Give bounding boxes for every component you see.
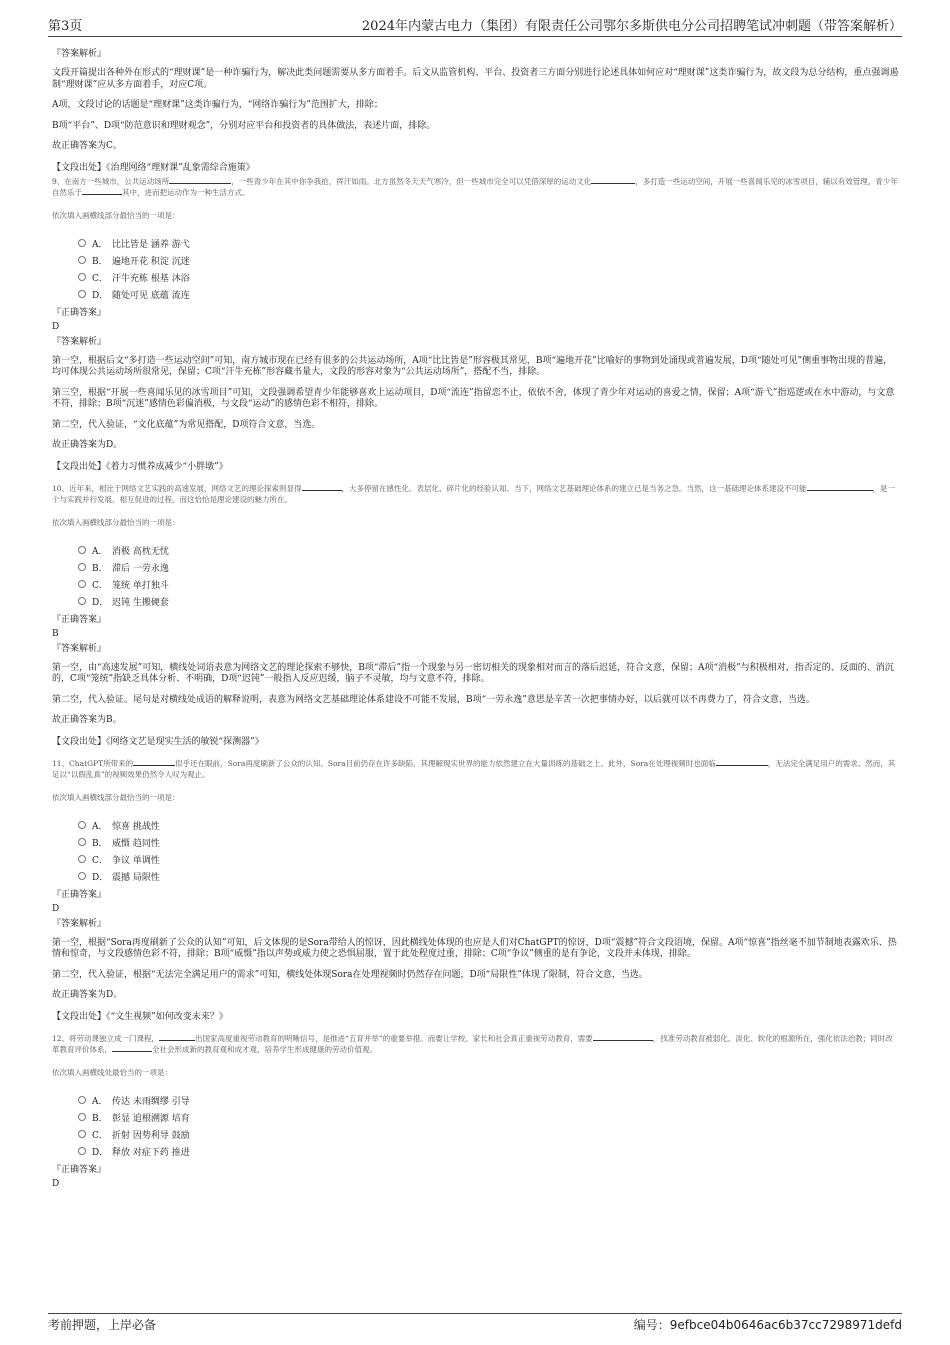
analysis-paragraph: 第一空，由“高速发展”可知，横线处词语表意为网络文艺的理论探索不够快，B项“滞后”指一个现象与另一密切相关的现象相对而言的落后迟延，符合文意，保留；A项“消极”与积极相对，指否定的、反面的、消沉的，C项“笼统”指缺乏具体分析、不明确，D项“迟钝”一般指人反应迟缓，脑子不灵敏，均与文意不符，排除。: [52, 662, 894, 684]
radio-icon[interactable]: [78, 563, 86, 571]
analysis-paragraph: 文段开篇提出各种外在形式的“理财课”是一种诈骗行为，解决此类问题需要从多方面着手。后文从监管机构、平台、投资者三方面分别进行论述具体如何应对“理财课”这类诈骗行为，故文段为总分结构，重点强调遏制“理财课”应从多方面着手，对应C项。: [52, 68, 899, 90]
answer-title: 『正确答案』: [52, 614, 107, 625]
blank-line: [716, 758, 768, 766]
radio-icon[interactable]: [78, 1113, 86, 1121]
options-list: [78, 817, 900, 885]
option-c[interactable]: C． 折射 因势利导 鼓励: [78, 1126, 900, 1143]
blank-line: [169, 176, 231, 184]
question-instruction: 依次填入画横线处最恰当的一项是：: [52, 1067, 172, 1077]
answer-value: D: [52, 321, 60, 332]
option-d[interactable]: D． 震撼 局限性: [78, 868, 900, 885]
radio-icon[interactable]: [78, 273, 86, 281]
radio-icon[interactable]: [78, 821, 86, 829]
analysis-paragraph: 故正确答案为D。: [52, 440, 123, 450]
radio-icon[interactable]: [78, 838, 86, 846]
option-a[interactable]: A． 消极 高枕无忧: [78, 542, 900, 559]
radio-icon[interactable]: [78, 1096, 86, 1104]
radio-icon[interactable]: [78, 546, 86, 554]
radio-icon[interactable]: [78, 290, 86, 298]
analysis-paragraph: 故正确答案为C。: [52, 141, 122, 151]
source-citation: 【文段出处】《“文生视频”如何改变未来？》: [52, 1011, 228, 1022]
analysis-title: 『答案解析』: [52, 643, 107, 654]
page-number: 第3页: [48, 19, 83, 34]
option-d[interactable]: D． 释放 对症下药 推进: [78, 1143, 900, 1160]
question-instruction: 依次填入画横线部分最恰当的一项是：: [52, 792, 180, 802]
question-9: 9、在南方一些城市，公共运动场所 ，一些青少年在其中你争我抢，挥汗如雨。北方虽然冬天天气寒冷，但一些城市完全可以凭借深厚的运动文化 ，多打造一些运动空间，开展一些喜闻乐见的冰雪项目，辅以有效管理，青少年自然乐于 其中，进而把运动作为一种生活方式。: [52, 176, 898, 197]
options-list: [78, 235, 900, 303]
document-title: 2024年内蒙古电力（集团）有限责任公司鄂尔多斯供电分公司招聘笔试冲刺题（带答案解析）: [361, 19, 902, 34]
option-b[interactable]: B． 遍地开花 积淀 沉迷: [78, 252, 900, 269]
analysis-title: 『答案解析』: [52, 49, 107, 59]
option-c[interactable]: C． 汗牛充栋 根基 沐浴: [78, 269, 900, 286]
option-a[interactable]: A． 比比皆是 涵养 游弋: [78, 235, 900, 252]
blank-line: [591, 176, 635, 184]
answer-title: 『正确答案』: [52, 1164, 107, 1175]
options-list: [78, 1092, 900, 1160]
option-b[interactable]: B． 滞后 一劳永逸: [78, 559, 900, 576]
blank-line: [807, 483, 873, 491]
analysis-title: 『答案解析』: [52, 918, 107, 929]
source-citation: 【文段出处】《网络文艺是现实生活的敏锐“探测器”》: [52, 736, 264, 747]
analysis-paragraph: 第三空，根据“开展一些喜闻乐见的冰雪项目”可知，文段强调希望青少年能够喜欢上运动项目，D项“流连”指留恋不止，依依不舍，体现了青少年对运动的喜爱之情，保留；A项“游弋”指巡逻或在水中游动，与文意不符，排除；B项“沉迷”感情色彩偏消极，与文段“运动”的感情色彩不相符，排除。: [52, 387, 895, 409]
radio-icon[interactable]: [78, 597, 86, 605]
option-c[interactable]: C． 争议 单调性: [78, 851, 900, 868]
analysis-paragraph: 第二空，代入验证，根据“无法完全满足用户的需求”可知，横线处体现Sora在处理视频时仍然存在问题，D项“局限性”体现了限制，符合文意，当选。: [52, 969, 648, 980]
analysis-title: 『答案解析』: [52, 336, 107, 347]
question-10: 10、近年来，相比于网络文艺实践的高速发展，网络文艺的理论探索则显得 ，大多停留在感性化、表层化、碎片化的经验认知。当下，网络文艺基础理论体系的建立已是当务之急。当然，这一基础理论体系建设不可能 ，是一个与实践并行发展、相互促进的过程，而这恰恰是理论建设的魅力所在。: [52, 483, 896, 504]
question-12: 12、将劳动课独立成一门课程， 出国家高度重视劳动教育的明晰信号，是推进“五育并举”的重要举措。而要让学校、家长和社会真正重视劳动教育，需要 ，找准劳动教育被弱化、淡化、软化的根源所在，强化依法治教；同时改革教育评价体系， 全社会形成新的教育观和成才观，培养学生形成健康的劳动价值观。: [52, 1033, 893, 1054]
radio-icon[interactable]: [78, 872, 86, 880]
analysis-paragraph: A项，文段讨论的话题是“理财课”这类诈骗行为，“网络诈骗行为”范围扩大，排除；: [52, 100, 383, 110]
source-citation: 【文段出处】《治理网络“理财课”乱象需综合施策》: [52, 162, 255, 173]
radio-icon[interactable]: [78, 1130, 86, 1138]
option-a[interactable]: A． 传达 未雨绸缪 引导: [78, 1092, 900, 1109]
page-header: [48, 14, 902, 37]
question-instruction: 依次填入画横线部分最恰当的一项是：: [52, 517, 180, 527]
document-id: 编号：9efbce04b0646ac6b37cc7298971defd: [633, 1318, 902, 1332]
document-body: [52, 44, 900, 1193]
blank-line: [302, 483, 342, 491]
blank-line: [593, 1033, 653, 1041]
options-list: [78, 542, 900, 610]
analysis-paragraph: 第一空，根据“Sora再度刷新了公众的认知”可知，后文体现的是Sora带给人的惊讶，因此横线处体现的也应是人们对ChatGPT的惊讶，D项“震撼”符合文段语境，保留。A项“惊喜”指丝毫不加节制地表露欢乐、热情和惊奇，与文段感情色彩不符，排除；B项“威慑”指以声势或威力使之恐惧屈服，置于此处程度过重，排除；C项“争议”侧重的是有争论，文段并未体现，排除。: [52, 937, 897, 959]
analysis-paragraph: 故正确答案为D。: [52, 990, 123, 1000]
option-a[interactable]: A． 惊喜 挑战性: [78, 817, 900, 834]
option-b[interactable]: B． 彰显 追根溯源 培育: [78, 1109, 900, 1126]
answer-title: 『正确答案』: [52, 307, 107, 318]
answer-value: D: [52, 1178, 60, 1189]
analysis-paragraph: 第二空，代入验证。尾句是对横线处成语的解释说明，表意为网络文艺基础理论体系建设不可能不发展，B项“一劳永逸”意思是辛苦一次把事情办好，以后就可以不再费力了，符合文意，当选。: [52, 694, 815, 705]
option-d[interactable]: D． 迟钝 生搬硬套: [78, 593, 900, 610]
radio-icon[interactable]: [78, 580, 86, 588]
option-c[interactable]: C． 笼统 单打独斗: [78, 576, 900, 593]
page-footer: [48, 1313, 902, 1334]
question-11: 11、ChatGPT所带来的 似乎还在眼前，Sora再度刷新了公众的认知。Sora目前仍存在许多缺陷，其理解现实世界的能力依然建立在大量训练的基础之上。此外，Sora在处理视频时也面临 ，无法完全满足用户的需求。然而，其足以“以假乱真”的视频效果仍然令人叹为观止。: [52, 758, 896, 779]
option-b[interactable]: B． 威慑 趋同性: [78, 834, 900, 851]
answer-value: B: [52, 628, 59, 639]
blank-line: [82, 187, 122, 195]
answer-title: 『正确答案』: [52, 889, 107, 900]
question-instruction: 依次填入画横线部分最恰当的一项是：: [52, 210, 180, 220]
radio-icon[interactable]: [78, 1147, 86, 1155]
radio-icon[interactable]: [78, 855, 86, 863]
footer-slogan: 考前押题，上岸必备: [48, 1318, 157, 1332]
blank-line: [159, 1033, 195, 1041]
blank-line: [133, 758, 175, 766]
answer-value: D: [52, 903, 60, 914]
option-d[interactable]: D． 随处可见 底蕴 流连: [78, 286, 900, 303]
analysis-paragraph: 第一空，根据后文“多打造一些运动空间”可知，南方城市现在已经有很多的公共运动场所，A项“比比皆是”形容极其常见，B项“遍地开花”比喻好的事物到处涌现或普遍发展，D项“随处可见”侧重事物出现的普遍，均可体现公共运动场所很常见，保留；C项“汗牛充栋”形容藏书量大，文段的形容对象为“公共运动场所”，搭配不当，排除。: [52, 355, 893, 377]
blank-line: [112, 1044, 152, 1052]
analysis-paragraph: 故正确答案为B。: [52, 715, 122, 725]
analysis-paragraph: B项“平台”、D项“防范意识和理财观念”，分别对应平台和投资者的具体做法，表述片面，排除。: [52, 120, 436, 131]
radio-icon[interactable]: [78, 256, 86, 264]
analysis-paragraph: 第二空，代入验证，“文化底蕴”为常见搭配，D项符合文意，当选。: [52, 419, 321, 430]
radio-icon[interactable]: [78, 239, 86, 247]
source-citation: 【文段出处】《着力习惯养成减少“小胖墩”》: [52, 461, 228, 472]
